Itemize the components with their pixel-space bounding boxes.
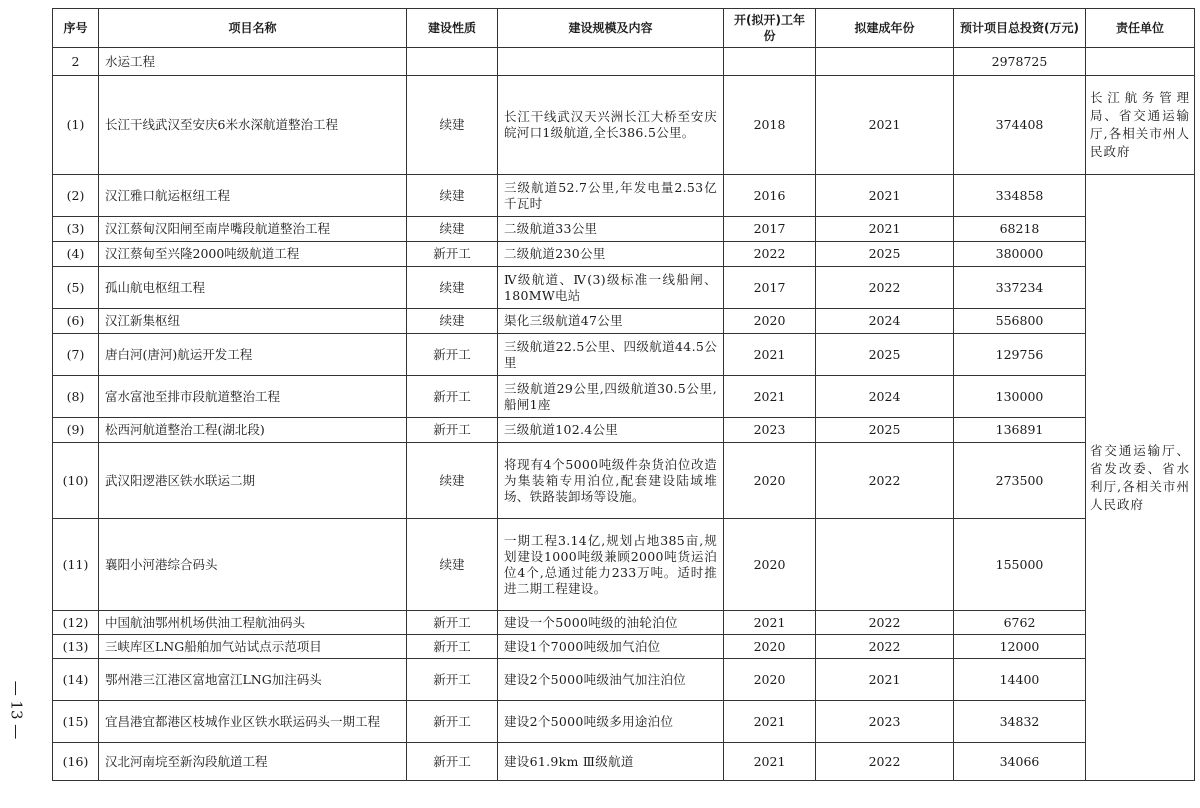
row-start-year: 2021: [724, 701, 816, 743]
row-start-year: 2022: [724, 242, 816, 267]
table-row: [53, 743, 1195, 781]
row-start-year: 2020: [724, 519, 816, 611]
row-nature: 续建: [407, 76, 498, 175]
row-seq: (15): [53, 701, 99, 743]
page-number: [4, 655, 28, 765]
row-scale: 二级航道230公里: [498, 242, 724, 267]
table-header-row: [53, 9, 1195, 48]
header-investment: 预计项目总投资(万元): [954, 9, 1086, 48]
row-scale: 一期工程3.14亿,规划占地385亩,规划建设1000吨级兼顾2000吨货运泊位4个,总通过能力233万吨。适时推进二期工程建设。: [498, 519, 724, 611]
row-investment: 556800: [954, 309, 1086, 334]
row-nature: 新开工: [407, 701, 498, 743]
row-seq: (11): [53, 519, 99, 611]
row-scale: 长江干线武汉天兴洲长江大桥至安庆皖河口1级航道,全长386.5公里。: [498, 76, 724, 175]
row-nature: 续建: [407, 443, 498, 519]
row-investment: 14400: [954, 659, 1086, 701]
row-investment: 380000: [954, 242, 1086, 267]
row-finish-year: 2021: [816, 76, 954, 175]
row-investment: 129756: [954, 334, 1086, 376]
table-row: [53, 242, 1195, 267]
table-row: [53, 418, 1195, 443]
row-nature: 新开工: [407, 659, 498, 701]
row-name: 汉江蔡甸汉阳闸至南岸嘴段航道整治工程: [99, 217, 407, 242]
header-nature: 建设性质: [407, 9, 498, 48]
row-scale: 三级航道102.4公里: [498, 418, 724, 443]
row-investment: 155000: [954, 519, 1086, 611]
row-investment: 337234: [954, 267, 1086, 309]
row-scale: Ⅳ级航道、Ⅳ(3)级标准一线船闸、180MW电站: [498, 267, 724, 309]
row-name: 汉江蔡甸至兴隆2000吨级航道工程: [99, 242, 407, 267]
table-row: [53, 309, 1195, 334]
row-name: 武汉阳逻港区铁水联运二期: [99, 443, 407, 519]
row-finish-year: 2024: [816, 376, 954, 418]
row-nature: 新开工: [407, 376, 498, 418]
row-name: 宜昌港宜都港区枝城作业区铁水联运码头一期工程: [99, 701, 407, 743]
category-row: [53, 48, 1195, 76]
row-investment: 68218: [954, 217, 1086, 242]
row-name: 唐白河(唐河)航运开发工程: [99, 334, 407, 376]
row-seq: (16): [53, 743, 99, 781]
row-nature: 新开工: [407, 611, 498, 635]
row-nature: 新开工: [407, 418, 498, 443]
row-start-year: 2020: [724, 309, 816, 334]
row-name: 汉江新集枢纽: [99, 309, 407, 334]
header-name: 项目名称: [99, 9, 407, 48]
row-seq: (4): [53, 242, 99, 267]
row-scale: 二级航道33公里: [498, 217, 724, 242]
row-finish-year: 2022: [816, 635, 954, 659]
row-finish-year: 2022: [816, 443, 954, 519]
row-scale: 建设一个5000吨级的油轮泊位: [498, 611, 724, 635]
row-seq: (12): [53, 611, 99, 635]
row-nature: 新开工: [407, 743, 498, 781]
row-investment: 136891: [954, 418, 1086, 443]
row-investment: 374408: [954, 76, 1086, 175]
row-nature: 续建: [407, 175, 498, 217]
row-investment: 12000: [954, 635, 1086, 659]
row-seq: (9): [53, 418, 99, 443]
row-scale: 三级航道52.7公里,年发电量2.53亿千瓦时: [498, 175, 724, 217]
row-nature: 新开工: [407, 242, 498, 267]
row-start-year: 2016: [724, 175, 816, 217]
row-scale: 建设2个5000吨级油气加注泊位: [498, 659, 724, 701]
row-investment: 34832: [954, 701, 1086, 743]
row-name: 长江干线武汉至安庆6米水深航道整治工程: [99, 76, 407, 175]
row-nature: 续建: [407, 519, 498, 611]
page-number-text: — 13 —: [7, 680, 25, 740]
row-name: 中国航油鄂州机场供油工程航油码头: [99, 611, 407, 635]
row-start-year: 2021: [724, 376, 816, 418]
row-name: 襄阳小河港综合码头: [99, 519, 407, 611]
row-name: 鄂州港三江港区富地富江LNG加注码头: [99, 659, 407, 701]
responsible-unit-group-2: 省交通运输厅、省发改委、省水利厅,各相关市州人民政府: [1086, 175, 1195, 781]
row-start-year: 2021: [724, 743, 816, 781]
row-seq: (7): [53, 334, 99, 376]
table-row: [53, 443, 1195, 519]
row-seq: (1): [53, 76, 99, 175]
row-seq: (6): [53, 309, 99, 334]
row-nature: 续建: [407, 309, 498, 334]
row-finish-year: 2025: [816, 334, 954, 376]
project-table: [52, 8, 1195, 781]
table-row: [53, 217, 1195, 242]
row-name: 汉北河南垸至新沟段航道工程: [99, 743, 407, 781]
row-scale: 三级航道29公里,四级航道30.5公里,船闸1座: [498, 376, 724, 418]
row-seq: (2): [53, 175, 99, 217]
responsible-unit-group-1: 长江航务管理局、省交通运输厅,各相关市州人民政府: [1086, 76, 1195, 175]
row-finish-year: 2022: [816, 743, 954, 781]
row-name: 三峡库区LNG船舶加气站试点示范项目: [99, 635, 407, 659]
header-start-year: 开(拟开)工年份: [724, 9, 816, 48]
row-scale: 建设61.9km Ⅲ级航道: [498, 743, 724, 781]
row-nature: 续建: [407, 217, 498, 242]
category-name: 水运工程: [99, 48, 407, 76]
row-investment: 273500: [954, 443, 1086, 519]
row-finish-year: 2021: [816, 217, 954, 242]
row-finish-year: 2021: [816, 659, 954, 701]
table-row: [53, 267, 1195, 309]
row-investment: 34066: [954, 743, 1086, 781]
row-start-year: 2021: [724, 611, 816, 635]
row-seq: (8): [53, 376, 99, 418]
row-scale: 三级航道22.5公里、四级航道44.5公里: [498, 334, 724, 376]
table-row: [53, 635, 1195, 659]
row-name: 松西河航道整治工程(湖北段): [99, 418, 407, 443]
header-finish-year: 拟建成年份: [816, 9, 954, 48]
row-seq: (5): [53, 267, 99, 309]
table-row: [53, 519, 1195, 611]
row-name: 孤山航电枢纽工程: [99, 267, 407, 309]
table-row: [53, 376, 1195, 418]
row-nature: 续建: [407, 267, 498, 309]
row-finish-year: 2025: [816, 418, 954, 443]
row-finish-year: [816, 519, 954, 611]
row-start-year: 2020: [724, 443, 816, 519]
row-finish-year: 2023: [816, 701, 954, 743]
row-nature: 新开工: [407, 334, 498, 376]
row-investment: 130000: [954, 376, 1086, 418]
table-row: [53, 701, 1195, 743]
row-start-year: 2023: [724, 418, 816, 443]
row-name: 富水富池至排市段航道整治工程: [99, 376, 407, 418]
header-seq: 序号: [53, 9, 99, 48]
row-finish-year: 2025: [816, 242, 954, 267]
row-scale: 建设2个5000吨级多用途泊位: [498, 701, 724, 743]
category-investment: 2978725: [954, 48, 1086, 76]
row-seq: (3): [53, 217, 99, 242]
row-start-year: 2020: [724, 659, 816, 701]
row-nature: 新开工: [407, 635, 498, 659]
header-scale: 建设规模及内容: [498, 9, 724, 48]
row-finish-year: 2022: [816, 267, 954, 309]
row-scale: 将现有4个5000吨级件杂货泊位改造为集装箱专用泊位,配套建设陆域堆场、铁路装卸场等设施。: [498, 443, 724, 519]
header-responsible-unit: 责任单位: [1086, 9, 1195, 48]
row-finish-year: 2021: [816, 175, 954, 217]
row-start-year: 2020: [724, 635, 816, 659]
row-seq: (14): [53, 659, 99, 701]
row-investment: 334858: [954, 175, 1086, 217]
row-start-year: 2018: [724, 76, 816, 175]
table-row: [53, 611, 1195, 635]
row-start-year: 2017: [724, 267, 816, 309]
row-finish-year: 2022: [816, 611, 954, 635]
row-finish-year: 2024: [816, 309, 954, 334]
row-seq: (10): [53, 443, 99, 519]
table-row: [53, 175, 1195, 217]
table-row: [53, 659, 1195, 701]
row-start-year: 2021: [724, 334, 816, 376]
row-start-year: 2017: [724, 217, 816, 242]
table-row: [53, 334, 1195, 376]
row-scale: 渠化三级航道47公里: [498, 309, 724, 334]
row-investment: 6762: [954, 611, 1086, 635]
table-row: [53, 76, 1195, 175]
category-seq: 2: [53, 48, 99, 76]
row-seq: (13): [53, 635, 99, 659]
row-scale: 建设1个7000吨级加气泊位: [498, 635, 724, 659]
row-name: 汉江雅口航运枢纽工程: [99, 175, 407, 217]
